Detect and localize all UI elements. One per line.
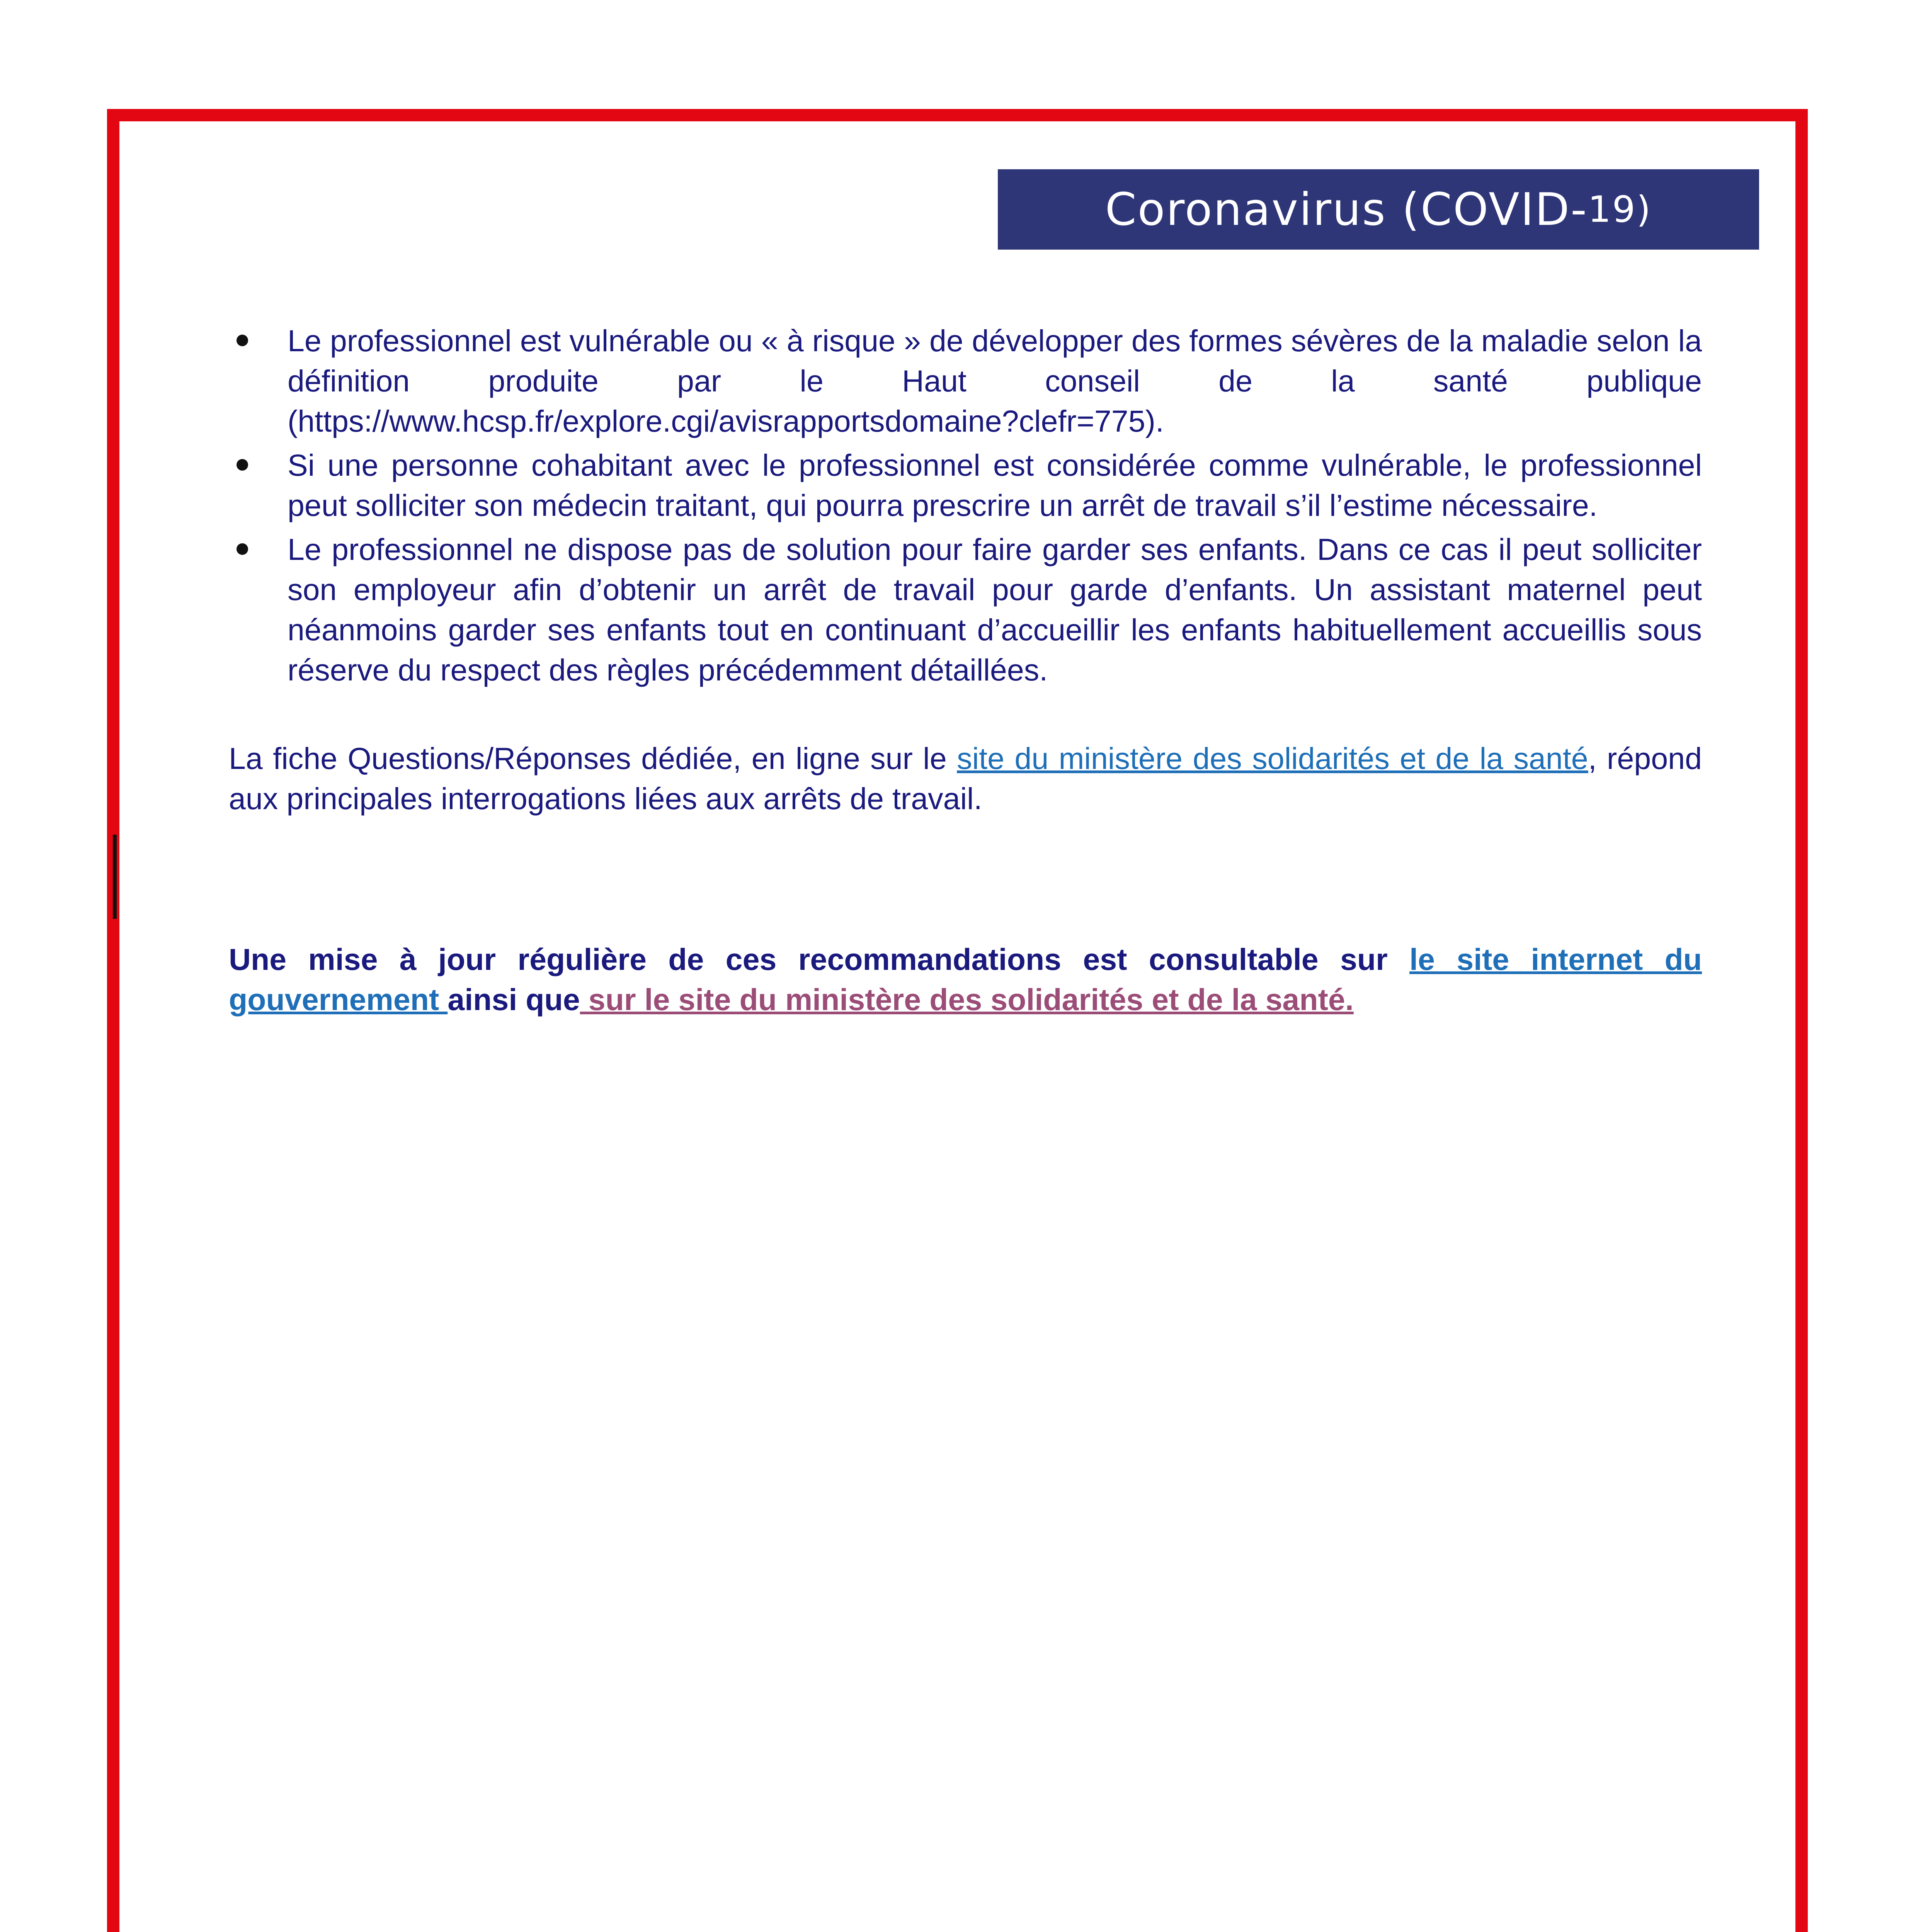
document-body — [229, 321, 1702, 1020]
faq-paragraph — [229, 738, 1702, 819]
ministry-site-link[interactable]: site du ministère des solidarités et de la santé — [957, 741, 1588, 776]
update-text-middle: ainsi que — [448, 982, 580, 1017]
update-paragraph — [229, 939, 1702, 1020]
list-item-text: Si une personne cohabitant avec le professionnel est considérée comme vulnérable, le professionnel peut solliciter son médecin traitant, qui pourra prescrire un arrêt de travail s’il l’estime nécessaire. — [288, 448, 1702, 522]
bullet-icon — [237, 459, 248, 471]
list-item — [229, 529, 1702, 690]
header-title-main: Coronavirus (COVID- — [1105, 183, 1588, 236]
ministry-site-link-2[interactable]: sur le site du ministère des solidarités et de la santé. — [580, 982, 1354, 1017]
header-title-number: 19) — [1588, 188, 1652, 231]
header-banner — [998, 169, 1759, 250]
list-item — [229, 321, 1702, 441]
list-item — [229, 445, 1702, 526]
government-site-link[interactable]: le site internet du gouvernement — [229, 942, 1702, 1017]
update-text-before: Une mise à jour régulière de ces recommandations est consultable sur — [229, 942, 1410, 976]
list-item-text: Le professionnel ne dispose pas de solution pour faire garder ses enfants. Dans ce cas il peut solliciter son employeur afin d’obtenir un arrêt de travail pour garde d’enfants. Un assistant maternel peut néanmoins garder ses enfants tout en continuant d’accueillir les enfants habituellement accueillis sous réserve du respect des règles précédemment détaillées. — [288, 532, 1702, 687]
bullet-list — [229, 321, 1702, 690]
list-item-text: Le professionnel est vulnérable ou « à risque » de développer des formes sévères de la maladie selon la définition produite par le Haut conseil de la santé publique (https://www.hcsp.fr/explore.cgi/avisrapportsdomaine?clefr=775). — [288, 323, 1702, 438]
faq-text-before: La fiche Questions/Réponses dédiée, en ligne sur le — [229, 741, 957, 776]
bullet-icon — [237, 543, 248, 555]
faq-text-after: , répond aux principales interrogations liées aux arrêts de travail. — [229, 741, 1702, 816]
margin-change-bar — [113, 835, 117, 919]
bullet-icon — [237, 335, 248, 346]
